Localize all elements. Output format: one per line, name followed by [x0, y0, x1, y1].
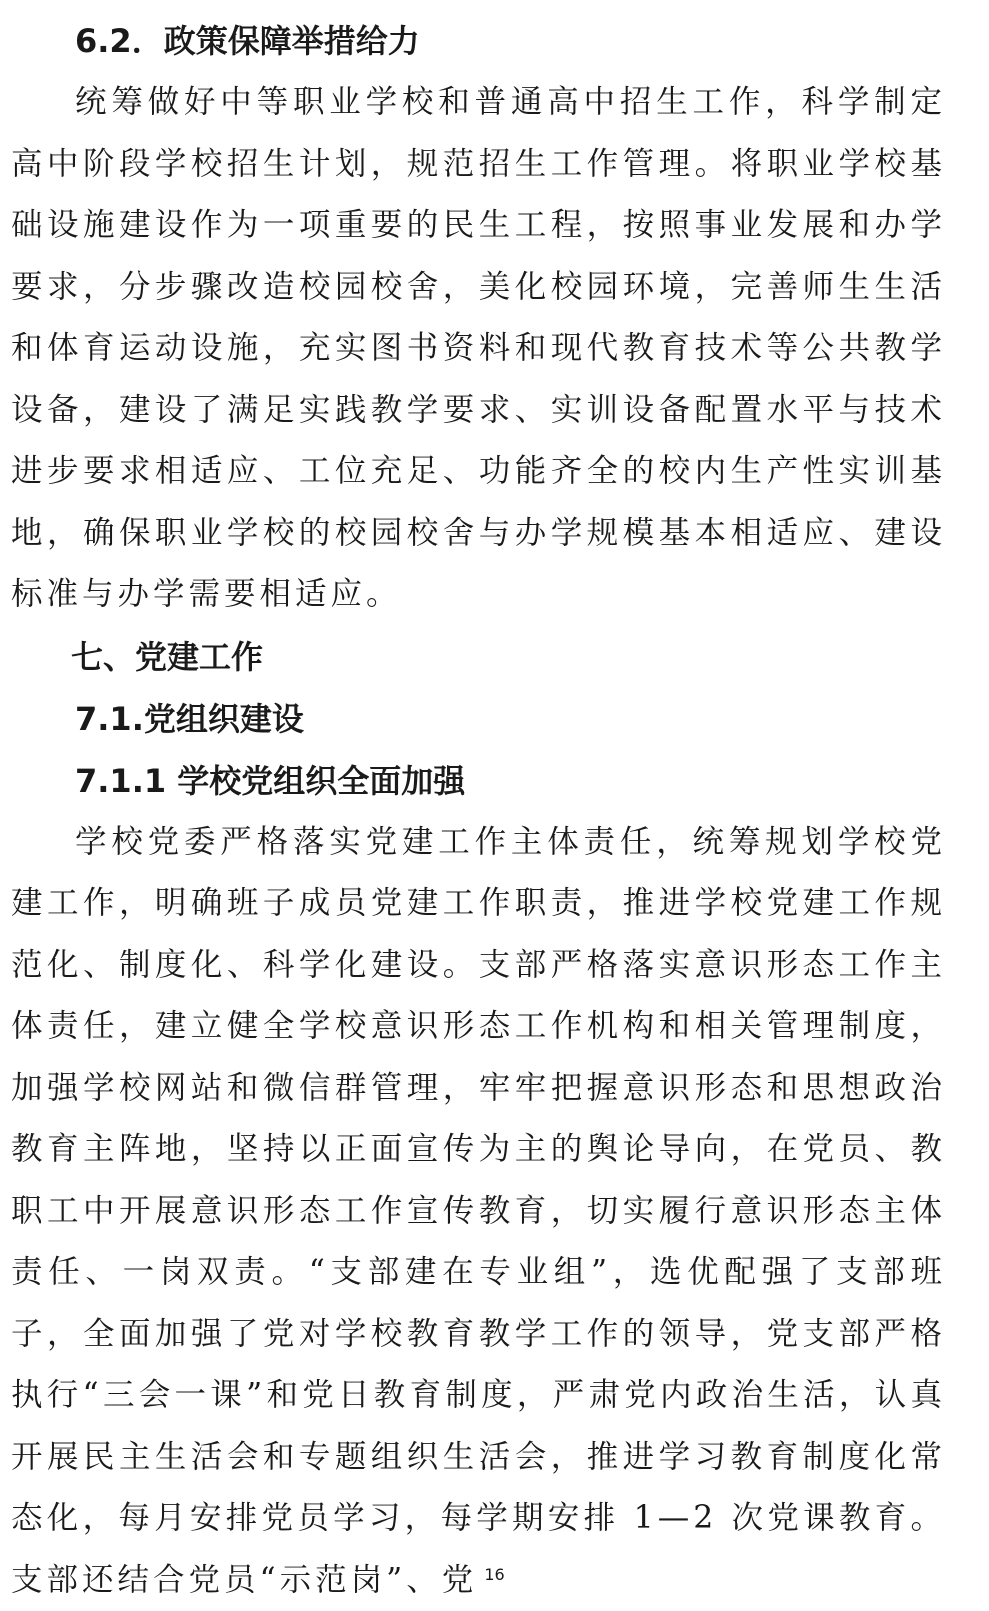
page-number: 16	[0, 1565, 989, 1585]
section-heading-7-1: 7.1.党组织建设	[11, 688, 946, 750]
section-heading-7: 七、党建工作	[11, 626, 946, 688]
section-heading-7-1-1: 7.1.1 学校党组织全面加强	[11, 750, 946, 812]
section-heading-6-2: 6.2．政策保障举措给力	[11, 10, 946, 72]
section-7-1-1-paragraph: 学校党委严格落实党建工作主体责任，统筹规划学校党建工作，明确班子成员党建工作职责，推进学校党建工作规范化、制度化、科学化建设。支部严格落实意识形态工作主体责任，建立健全学校意识形态工作机构和相关管理制度，加强学校网站和微信群管理，牢牢把握意识形态和思想政治教育主阵地，坚持以正面宣传为主的舆论导向，在党员、教职工中开展意识形态工作宣传教育，切实履行意识形态主体责任、一岗双责。“支部建在专业组”，选优配强了支部班子，全面加强了党对学校教育教学工作的领导，党支部严格执行“三会一课”和党日教育制度，严肃党内政治生活，认真开展民主生活会和专题组织生活会，推进学习教育制度化常态化，每月安排党员学习，每学期安排 1—2 次党课教育。支部还结合党员“示范岗”、党	[11, 812, 946, 1611]
page-content	[11, 10, 946, 1611]
section-6-2-paragraph: 统筹做好中等职业学校和普通高中招生工作，科学制定高中阶段学校招生计划，规范招生工作管理。将职业学校基础设施建设作为一项重要的民生工程，按照事业发展和办学要求，分步骤改造校园校舍，美化校园环境，完善师生生活和体育运动设施，充实图书资料和现代教育技术等公共教学设备，建设了满足实践教学要求、实训设备配置水平与技术进步要求相适应、工位充足、功能齐全的校内生产性实训基地，确保职业学校的校园校舍与办学规模基本相适应、建设标准与办学需要相适应。	[11, 72, 946, 626]
